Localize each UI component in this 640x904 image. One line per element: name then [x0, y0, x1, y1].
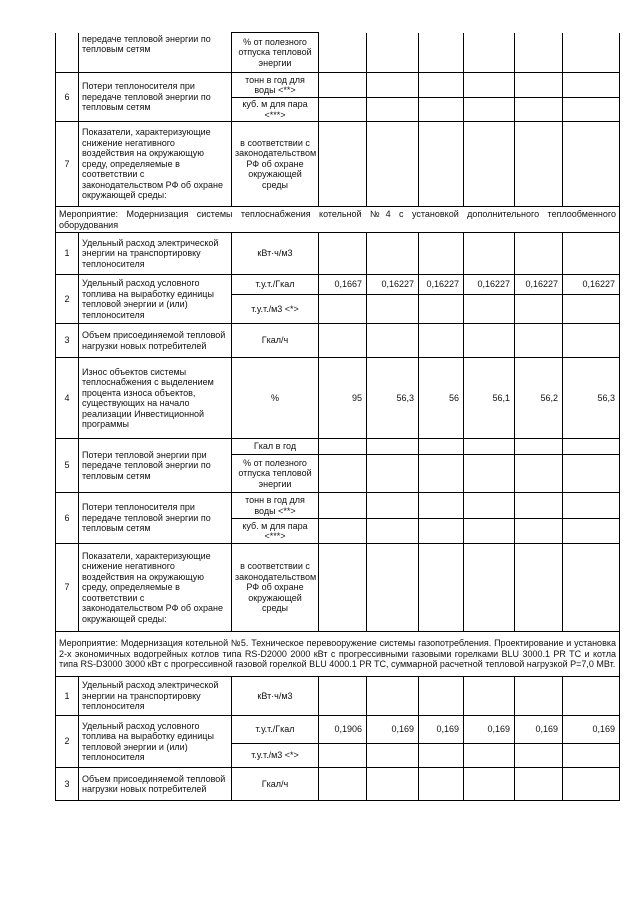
- table-row: [56, 275, 620, 295]
- value-cell: 0,1667: [319, 275, 367, 295]
- indicator-name: Удельный расход электрической энергии на транспортировку теплоносителя: [79, 677, 232, 716]
- indicators-table: [55, 32, 620, 801]
- unit-cell: Гкал/ч: [232, 768, 319, 801]
- indicator-name: Показатели, характеризующие снижение негативного воздействия на окружающую среду, определяемые в соответствии с законодательством РФ об охране окружающей среды:: [79, 122, 232, 207]
- table-row: [56, 122, 620, 207]
- table-row: [56, 233, 620, 275]
- value-cell: 0,16227: [464, 275, 515, 295]
- unit-cell: кВт·ч/м3: [232, 677, 319, 716]
- value-cell: 0,169: [419, 716, 464, 744]
- unit-cell: %: [232, 358, 319, 439]
- row-number: 5: [56, 439, 79, 493]
- value-cell: 56,3: [563, 358, 620, 439]
- table-row: [56, 33, 620, 73]
- table-row: [56, 677, 620, 716]
- unit-cell: Гкал в год: [232, 439, 319, 455]
- unit-cell: Гкал/ч: [232, 324, 319, 358]
- indicator-name: Объем присоединяемой тепловой нагрузки новых потребителей: [79, 324, 232, 358]
- row-number: 3: [56, 768, 79, 801]
- unit-cell: тонн в год для воды <**>: [232, 73, 319, 98]
- indicator-name: Объем присоединяемой тепловой нагрузки новых потребителей: [79, 768, 232, 801]
- unit-cell: т.у.т./Гкал: [232, 716, 319, 744]
- indicator-name: Потери тепловой энергии при передаче тепловой энергии по тепловым сетям: [79, 439, 232, 493]
- value-cell: 56,2: [515, 358, 563, 439]
- indicator-name: Потери теплоносителя при передаче тепловой энергии по тепловым сетям: [79, 493, 232, 544]
- unit-cell: т.у.т./Гкал: [232, 275, 319, 295]
- row-number: 6: [56, 73, 79, 122]
- event-title: Мероприятие: Модернизация котельной №5. Техническое перевооружение системы газопотребления. Проектирование и установка 2-х экономичных водогрейных котлов типа RS-D2000 2000 кВт с прогрессивными газовыми горелками BLU 3000.1 PR TC и котла типа RS-D3000 3000 кВт с прогрессивной газовой горелкой BLU 4000.1 PR TC, суммарной расчетной тепловой нагрузкой Р=7,0 МВт.: [56, 632, 620, 677]
- indicator-name: Удельный расход условного топлива на выработку единицы тепловой энергии и (или) теплоносителя: [79, 716, 232, 768]
- table-row: [56, 439, 620, 455]
- indicator-name: Показатели, характеризующие снижение негативного воздействия на окружающую среду, определяемые в соответствии с законодательством РФ об охране окружающей среды:: [79, 544, 232, 632]
- event-title: Мероприятие: Модернизация системы теплоснабжения котельной №4 с установкой дополнительного теплообменного оборудования: [56, 207, 620, 233]
- value-cell: 0,169: [367, 716, 419, 744]
- row-number: 1: [56, 233, 79, 275]
- value-cell: 95: [319, 358, 367, 439]
- unit-cell: куб. м для пара <***>: [232, 519, 319, 544]
- indicator-name: Потери теплоносителя при передаче тепловой энергии по тепловым сетям: [79, 73, 232, 122]
- unit-cell: куб. м для пара <***>: [232, 98, 319, 122]
- table-row: [56, 324, 620, 358]
- indicator-name: передаче тепловой энергии по тепловым сетям: [79, 33, 232, 73]
- unit-cell: в соответствии с законодательством РФ об охране окружающей среды: [232, 544, 319, 632]
- value-cell: 0,169: [563, 716, 620, 744]
- value-cell: 0,169: [464, 716, 515, 744]
- value-cell: 56: [419, 358, 464, 439]
- row-number: 2: [56, 716, 79, 768]
- table-row: [56, 716, 620, 744]
- unit-cell: тонн в год для воды <**>: [232, 493, 319, 519]
- value-cell: 56,1: [464, 358, 515, 439]
- table-row: [56, 493, 620, 519]
- unit-cell: % от полезного отпуска тепловой энергии: [232, 455, 319, 493]
- event-row: [56, 207, 620, 233]
- value-cell: 0,16227: [515, 275, 563, 295]
- row-number: 1: [56, 677, 79, 716]
- value-cell: 0,16227: [367, 275, 419, 295]
- row-number: 7: [56, 544, 79, 632]
- value-cell: 0,16227: [563, 275, 620, 295]
- indicator-name: Износ объектов системы теплоснабжения с выделением процента износа объектов, существующих на начало реализации Инвестиционной программы: [79, 358, 232, 439]
- event-row: [56, 632, 620, 677]
- row-number: 2: [56, 275, 79, 324]
- value-cell: 0,1906: [319, 716, 367, 744]
- row-number: 6: [56, 493, 79, 544]
- unit-cell: % от полезного отпуска тепловой энергии: [232, 33, 319, 73]
- indicator-name: Удельный расход условного топлива на выработку единицы тепловой энергии и (или) теплоносителя: [79, 275, 232, 324]
- row-number: 7: [56, 122, 79, 207]
- value-cell: 56,3: [367, 358, 419, 439]
- value-cell: 0,169: [515, 716, 563, 744]
- unit-cell: в соответствии с законодательством РФ об охране окружающей среды: [232, 122, 319, 207]
- unit-cell: т.у.т./м3 <*>: [232, 295, 319, 324]
- value-cell: 0,16227: [419, 275, 464, 295]
- table-row: [56, 73, 620, 98]
- unit-cell: кВт·ч/м3: [232, 233, 319, 275]
- row-number: 3: [56, 324, 79, 358]
- table-row: [56, 544, 620, 632]
- table-row: [56, 768, 620, 801]
- indicator-name: Удельный расход электрической энергии на транспортировку теплоносителя: [79, 233, 232, 275]
- table-row: [56, 358, 620, 439]
- unit-cell: т.у.т./м3 <*>: [232, 744, 319, 768]
- row-number: 4: [56, 358, 79, 439]
